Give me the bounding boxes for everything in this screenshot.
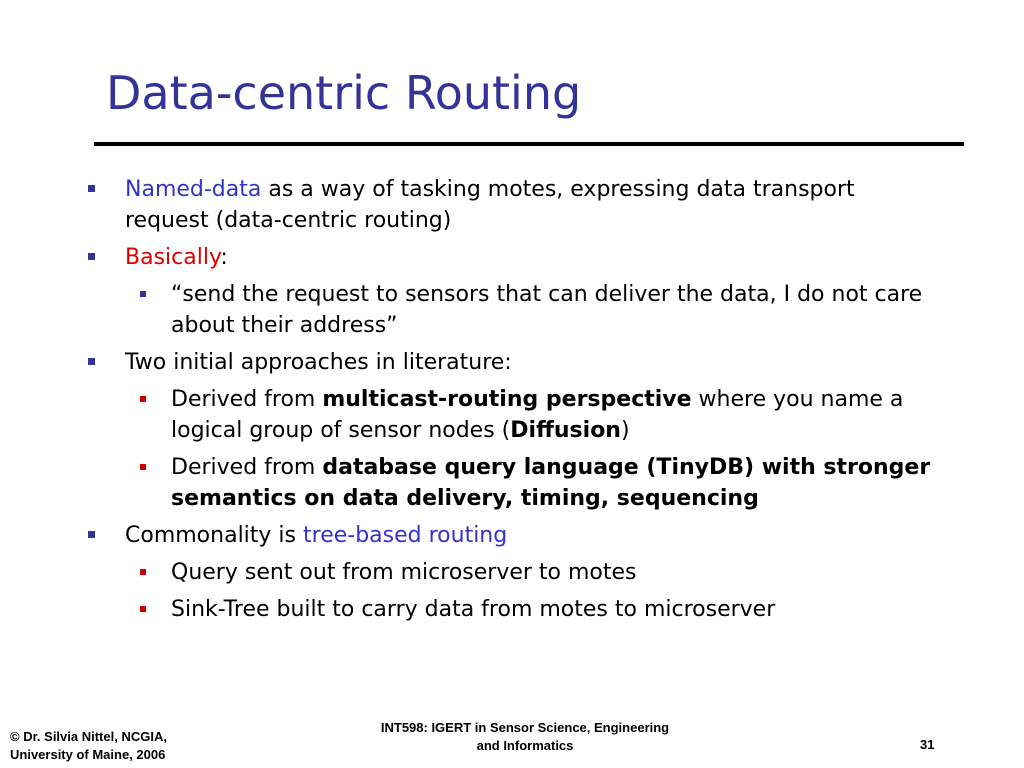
title-underline xyxy=(94,142,964,146)
sub-bullet-sink-tree xyxy=(0,594,931,625)
slide-number: 31 xyxy=(920,737,935,752)
bullet-square-icon xyxy=(140,569,146,575)
two-approaches-text: Two initial approaches in literature: xyxy=(125,350,512,375)
bullet-square-icon xyxy=(140,464,146,470)
bullet-square-icon xyxy=(88,253,95,260)
bullet-square-icon xyxy=(88,185,95,192)
named-data-term: Named-data xyxy=(125,177,262,202)
sub-bullet-database xyxy=(0,452,931,514)
slide-title: Data-centric Routing xyxy=(106,66,582,120)
footer-copyright-line1: © Dr. Silvia Nittel, NCGIA, xyxy=(10,729,167,744)
footer-copyright-line2: University of Maine, 2006 xyxy=(10,747,166,762)
basically-colon: : xyxy=(220,245,228,270)
bullet-square-icon xyxy=(140,606,146,612)
multicast-suffix: ) xyxy=(620,418,630,443)
tree-routing-term: tree-based routing xyxy=(303,523,508,548)
bullet-named-data xyxy=(0,174,915,236)
bullet-basically xyxy=(0,242,915,273)
diffusion-bold: Diffusion xyxy=(510,418,621,443)
footer-course-line1: INT598: IGERT in Sensor Science, Engineering xyxy=(380,720,670,735)
query-text: Query sent out from microserver to motes xyxy=(171,560,637,585)
sink-tree-text: Sink-Tree built to carry data from motes to microserver xyxy=(171,597,776,622)
sub-bullet-quote xyxy=(0,279,931,341)
quote-text: “send the request to sensors that can deliver the data, I do not care about their address” xyxy=(171,282,923,338)
footer-course-line2: and Informatics xyxy=(476,738,574,753)
multicast-middle: where you name a logical group of sensor nodes ( xyxy=(171,387,904,443)
multicast-prefix: Derived from xyxy=(171,387,323,412)
bullet-square-icon xyxy=(140,291,146,297)
bullet-square-icon xyxy=(88,531,95,538)
footer-course xyxy=(355,719,695,755)
commonality-prefix: Commonality is xyxy=(125,523,303,548)
bullet-list xyxy=(0,174,1024,631)
bullet-two-approaches xyxy=(0,347,915,378)
basically-term: Basically xyxy=(125,245,221,270)
bullet-square-icon xyxy=(88,358,95,365)
multicast-bold: multicast-routing perspective xyxy=(322,387,692,412)
bullet-square-icon xyxy=(140,396,146,402)
footer-copyright xyxy=(10,728,167,764)
sub-bullet-query xyxy=(0,557,931,588)
sub-bullet-multicast xyxy=(0,384,931,446)
named-data-text: as a way of tasking motes, expressing data transport request (data-centric routing) xyxy=(125,177,855,233)
database-prefix: Derived from xyxy=(171,455,323,480)
bullet-commonality xyxy=(0,520,915,551)
database-bold: database query language (TinyDB) with stronger semantics on data delivery, timing, sequencing xyxy=(171,455,931,511)
